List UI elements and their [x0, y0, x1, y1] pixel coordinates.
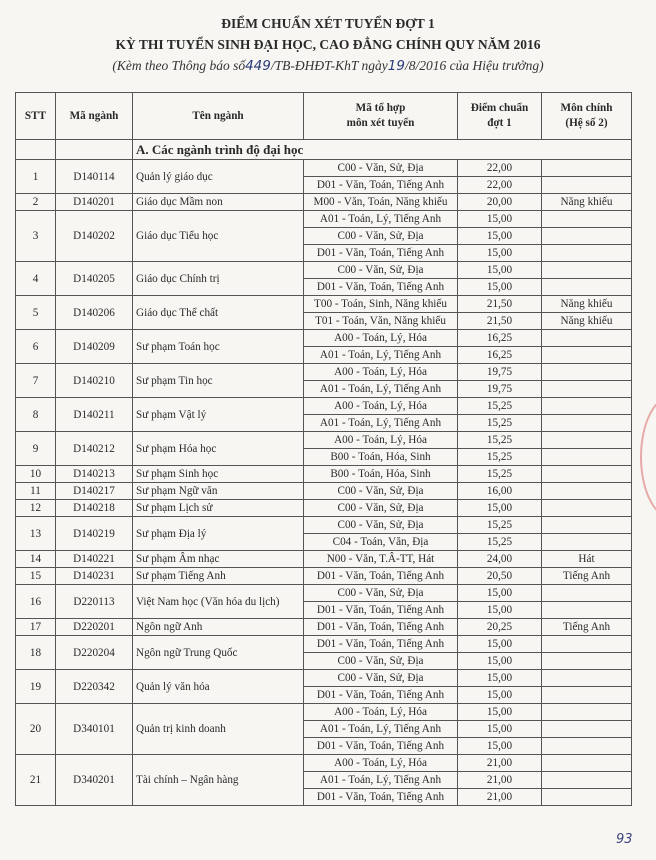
table-row: [16, 483, 632, 500]
cell-program-name: Giáo dục Thể chất: [133, 296, 304, 330]
cell-subject-combo: C00 - Văn, Sử, Địa: [304, 500, 458, 517]
cell-program-name: Sư phạm Sinh học: [133, 466, 304, 483]
cell-score: 15,00: [458, 636, 542, 653]
cell-main-subject: [542, 177, 632, 194]
cell-subject-combo: A01 - Toán, Lý, Tiếng Anh: [304, 381, 458, 398]
cell-subject-combo: A01 - Toán, Lý, Tiếng Anh: [304, 772, 458, 789]
cell-score: 15,25: [458, 534, 542, 551]
cell-main-subject: [542, 500, 632, 517]
cell-program-name: Việt Nam học (Văn hóa du lịch): [133, 585, 304, 619]
cell-subject-combo: D01 - Văn, Toán, Tiếng Anh: [304, 687, 458, 704]
cell-stt: 2: [16, 194, 56, 211]
table-row: [16, 296, 632, 313]
cell-subject-combo: D01 - Văn, Toán, Tiếng Anh: [304, 602, 458, 619]
cell-stt: 15: [16, 568, 56, 585]
cell-score: 19,75: [458, 381, 542, 398]
column-header-stt: STT: [16, 93, 56, 140]
cell-main-subject: [542, 585, 632, 602]
cell-program-name: Sư phạm Địa lý: [133, 517, 304, 551]
table-row: [16, 466, 632, 483]
cell-subject-combo: A01 - Toán, Lý, Tiếng Anh: [304, 721, 458, 738]
cell-stt: 20: [16, 704, 56, 755]
cell-stt: 19: [16, 670, 56, 704]
cell-stt: 16: [16, 585, 56, 619]
cell-main-subject: Năng khiếu: [542, 194, 632, 211]
cell-score: 16,25: [458, 330, 542, 347]
cell-main-subject: [542, 687, 632, 704]
cell-subject-combo: C00 - Văn, Sử, Địa: [304, 483, 458, 500]
cell-subject-combo: C00 - Văn, Sử, Địa: [304, 160, 458, 177]
cell-stt: 10: [16, 466, 56, 483]
cell-score: 16,25: [458, 347, 542, 364]
column-header-main-subject: Môn chính (Hệ số 2): [542, 93, 632, 140]
cell-subject-combo: C00 - Văn, Sử, Địa: [304, 262, 458, 279]
cell-main-subject: [542, 517, 632, 534]
cell-main-subject: [542, 364, 632, 381]
column-header-code: Mã ngành: [56, 93, 133, 140]
table-row: [16, 585, 632, 602]
cell-program-name: Sư phạm Âm nhạc: [133, 551, 304, 568]
cell-subject-combo: D01 - Văn, Toán, Tiếng Anh: [304, 568, 458, 585]
cell-main-subject: [542, 466, 632, 483]
table-row: [16, 194, 632, 211]
table-row: [16, 551, 632, 568]
table-row: [16, 398, 632, 415]
cell-subject-combo: A01 - Toán, Lý, Tiếng Anh: [304, 347, 458, 364]
document-reference: [0, 58, 656, 74]
cell-program-code: D140221: [56, 551, 133, 568]
admission-score-table: [15, 92, 632, 806]
table-row: [16, 211, 632, 228]
cell-subject-combo: A00 - Toán, Lý, Hóa: [304, 704, 458, 721]
cell-program-code: D140213: [56, 466, 133, 483]
cell-main-subject: [542, 347, 632, 364]
cell-program-name: Giáo dục Chính trị: [133, 262, 304, 296]
handwritten-day: 19: [387, 58, 405, 74]
reference-prefix: (Kèm theo Thông báo số: [112, 58, 246, 73]
cell-main-subject: [542, 262, 632, 279]
cell-main-subject: [542, 432, 632, 449]
cell-score: 15,00: [458, 245, 542, 262]
cell-score: 15,25: [458, 449, 542, 466]
table-row: [16, 636, 632, 653]
cell-score: 15,00: [458, 653, 542, 670]
table-row: [16, 500, 632, 517]
cell-stt: 9: [16, 432, 56, 466]
section-row: [16, 140, 632, 160]
cell-subject-combo: C04 - Toán, Văn, Địa: [304, 534, 458, 551]
cell-subject-combo: N00 - Văn, T.Â-TT, Hát: [304, 551, 458, 568]
cell-main-subject: [542, 245, 632, 262]
cell-score: 21,50: [458, 296, 542, 313]
cell-score: 24,00: [458, 551, 542, 568]
cell-main-subject: [542, 381, 632, 398]
cell-stt: 7: [16, 364, 56, 398]
cell-subject-combo: A00 - Toán, Lý, Hóa: [304, 330, 458, 347]
cell-subject-combo: D01 - Văn, Toán, Tiếng Anh: [304, 279, 458, 296]
column-header-score: Điểm chuẩn đợt 1: [458, 93, 542, 140]
cell-subject-combo: D01 - Văn, Toán, Tiếng Anh: [304, 619, 458, 636]
cell-stt: 18: [16, 636, 56, 670]
cell-stt: 4: [16, 262, 56, 296]
cell-program-code: D140209: [56, 330, 133, 364]
cell-program-code: D140231: [56, 568, 133, 585]
cell-program-name: Sư phạm Tin học: [133, 364, 304, 398]
cell-subject-combo: B00 - Toán, Hóa, Sinh: [304, 466, 458, 483]
table-row: [16, 364, 632, 381]
cell-subject-combo: C00 - Văn, Sử, Địa: [304, 585, 458, 602]
cell-program-name: Sư phạm Lịch sử: [133, 500, 304, 517]
document-subtitle: KỲ THI TUYỂN SINH ĐẠI HỌC, CAO ĐẲNG CHÍNH QUY NĂM 2016: [115, 37, 541, 52]
cell-program-name: Giáo dục Mầm non: [133, 194, 304, 211]
cell-score: 21,00: [458, 789, 542, 806]
table-row: [16, 619, 632, 636]
cell-main-subject: [542, 789, 632, 806]
document-title: ĐIỂM CHUẨN XÉT TUYỂN ĐỢT 1: [221, 16, 435, 31]
cell-subject-combo: C00 - Văn, Sử, Địa: [304, 670, 458, 687]
cell-score: 15,25: [458, 517, 542, 534]
cell-program-code: D340201: [56, 755, 133, 806]
cell-main-subject: [542, 738, 632, 755]
cell-score: 15,00: [458, 687, 542, 704]
page-initial-mark: 93: [616, 832, 633, 847]
cell-score: 15,00: [458, 279, 542, 296]
section-blank-cell: [16, 140, 56, 160]
reference-middle: /TB-ĐHĐT-KhT ngày: [270, 58, 388, 73]
cell-score: 21,00: [458, 755, 542, 772]
cell-program-name: Giáo dục Tiểu học: [133, 211, 304, 262]
cell-stt: 11: [16, 483, 56, 500]
table-row: [16, 432, 632, 449]
cell-score: 20,00: [458, 194, 542, 211]
cell-score: 15,25: [458, 466, 542, 483]
cell-program-code: D340101: [56, 704, 133, 755]
cell-program-code: D140218: [56, 500, 133, 517]
cell-score: 15,00: [458, 262, 542, 279]
cell-score: 15,00: [458, 500, 542, 517]
column-header-name: Tên ngành: [133, 93, 304, 140]
cell-main-subject: [542, 449, 632, 466]
cell-program-name: Sư phạm Hóa học: [133, 432, 304, 466]
cell-program-name: Sư phạm Tiếng Anh: [133, 568, 304, 585]
table-row: [16, 160, 632, 177]
cell-program-code: D140217: [56, 483, 133, 500]
cell-score: 15,25: [458, 432, 542, 449]
cell-main-subject: [542, 211, 632, 228]
cell-stt: 6: [16, 330, 56, 364]
cell-score: 15,00: [458, 228, 542, 245]
table-row: [16, 755, 632, 772]
cell-program-name: Quản trị kinh doanh: [133, 704, 304, 755]
cell-score: 15,00: [458, 704, 542, 721]
cell-score: 16,00: [458, 483, 542, 500]
cell-score: 19,75: [458, 364, 542, 381]
cell-main-subject: [542, 755, 632, 772]
cell-main-subject: [542, 704, 632, 721]
section-blank-cell: [56, 140, 133, 160]
cell-subject-combo: D01 - Văn, Toán, Tiếng Anh: [304, 636, 458, 653]
cell-main-subject: [542, 483, 632, 500]
section-title: A. Các ngành trình độ đại học: [133, 140, 632, 160]
cell-main-subject: [542, 330, 632, 347]
cell-program-code: D140211: [56, 398, 133, 432]
cell-main-subject: [542, 653, 632, 670]
cell-subject-combo: C00 - Văn, Sử, Địa: [304, 517, 458, 534]
cell-subject-combo: C00 - Văn, Sử, Địa: [304, 228, 458, 245]
cell-main-subject: [542, 398, 632, 415]
cell-subject-combo: A00 - Toán, Lý, Hóa: [304, 398, 458, 415]
cell-main-subject: Năng khiếu: [542, 296, 632, 313]
cell-program-name: Quản lý giáo dục: [133, 160, 304, 194]
cell-main-subject: [542, 772, 632, 789]
cell-stt: 13: [16, 517, 56, 551]
cell-score: 22,00: [458, 177, 542, 194]
official-seal: [640, 395, 656, 519]
cell-program-code: D220204: [56, 636, 133, 670]
cell-program-code: D140114: [56, 160, 133, 194]
cell-program-code: D140206: [56, 296, 133, 330]
cell-stt: 5: [16, 296, 56, 330]
cell-score: 15,25: [458, 415, 542, 432]
cell-main-subject: [542, 602, 632, 619]
cell-program-name: Quản lý văn hóa: [133, 670, 304, 704]
cell-subject-combo: A00 - Toán, Lý, Hóa: [304, 755, 458, 772]
cell-score: 15,00: [458, 670, 542, 687]
reference-suffix: /8/2016 của Hiệu trưởng): [404, 58, 544, 73]
cell-main-subject: [542, 228, 632, 245]
table-row: [16, 517, 632, 534]
cell-subject-combo: C00 - Văn, Sử, Địa: [304, 653, 458, 670]
cell-main-subject: [542, 534, 632, 551]
cell-program-code: D140202: [56, 211, 133, 262]
cell-program-name: Ngôn ngữ Trung Quốc: [133, 636, 304, 670]
cell-subject-combo: A00 - Toán, Lý, Hóa: [304, 432, 458, 449]
cell-program-name: Sư phạm Ngữ văn: [133, 483, 304, 500]
cell-subject-combo: T01 - Toán, Văn, Năng khiếu: [304, 313, 458, 330]
cell-program-name: Tài chính – Ngân hàng: [133, 755, 304, 806]
cell-main-subject: [542, 670, 632, 687]
cell-program-code: D140205: [56, 262, 133, 296]
cell-main-subject: Tiếng Anh: [542, 619, 632, 636]
cell-main-subject: Tiếng Anh: [542, 568, 632, 585]
cell-score: 20,50: [458, 568, 542, 585]
cell-subject-combo: M00 - Văn, Toán, Năng khiếu: [304, 194, 458, 211]
cell-score: 15,00: [458, 211, 542, 228]
cell-stt: 21: [16, 755, 56, 806]
cell-main-subject: [542, 415, 632, 432]
handwritten-number: 449: [245, 58, 271, 74]
cell-program-code: D140212: [56, 432, 133, 466]
cell-stt: 8: [16, 398, 56, 432]
cell-stt: 12: [16, 500, 56, 517]
cell-program-code: D220113: [56, 585, 133, 619]
cell-score: 21,00: [458, 772, 542, 789]
cell-score: 20,25: [458, 619, 542, 636]
cell-subject-combo: T00 - Toán, Sinh, Năng khiếu: [304, 296, 458, 313]
cell-program-name: Sư phạm Vật lý: [133, 398, 304, 432]
table-header-row: [16, 93, 632, 140]
table-row: [16, 670, 632, 687]
cell-main-subject: Năng khiếu: [542, 313, 632, 330]
cell-stt: 3: [16, 211, 56, 262]
cell-subject-combo: A00 - Toán, Lý, Hóa: [304, 364, 458, 381]
cell-score: 15,00: [458, 585, 542, 602]
cell-main-subject: [542, 279, 632, 296]
cell-subject-combo: D01 - Văn, Toán, Tiếng Anh: [304, 738, 458, 755]
cell-score: 15,25: [458, 398, 542, 415]
cell-program-code: D140210: [56, 364, 133, 398]
cell-stt: 1: [16, 160, 56, 194]
table-row: [16, 704, 632, 721]
cell-score: 15,00: [458, 721, 542, 738]
column-header-combo: Mã tổ hợp môn xét tuyển: [304, 93, 458, 140]
cell-subject-combo: D01 - Văn, Toán, Tiếng Anh: [304, 177, 458, 194]
cell-score: 21,50: [458, 313, 542, 330]
table-row: [16, 330, 632, 347]
cell-subject-combo: A01 - Toán, Lý, Tiếng Anh: [304, 415, 458, 432]
cell-subject-combo: B00 - Toán, Hóa, Sinh: [304, 449, 458, 466]
cell-program-code: D220342: [56, 670, 133, 704]
cell-main-subject: [542, 636, 632, 653]
table-row: [16, 568, 632, 585]
cell-main-subject: Hát: [542, 551, 632, 568]
table-row: [16, 262, 632, 279]
cell-score: 22,00: [458, 160, 542, 177]
cell-subject-combo: D01 - Văn, Toán, Tiếng Anh: [304, 245, 458, 262]
cell-program-code: D140219: [56, 517, 133, 551]
cell-subject-combo: D01 - Văn, Toán, Tiếng Anh: [304, 789, 458, 806]
cell-stt: 17: [16, 619, 56, 636]
cell-score: 15,00: [458, 738, 542, 755]
cell-main-subject: [542, 160, 632, 177]
cell-subject-combo: A01 - Toán, Lý, Tiếng Anh: [304, 211, 458, 228]
cell-stt: 14: [16, 551, 56, 568]
cell-program-name: Sư phạm Toán học: [133, 330, 304, 364]
cell-program-name: Ngôn ngữ Anh: [133, 619, 304, 636]
cell-score: 15,00: [458, 602, 542, 619]
cell-program-code: D140201: [56, 194, 133, 211]
cell-main-subject: [542, 721, 632, 738]
cell-program-code: D220201: [56, 619, 133, 636]
